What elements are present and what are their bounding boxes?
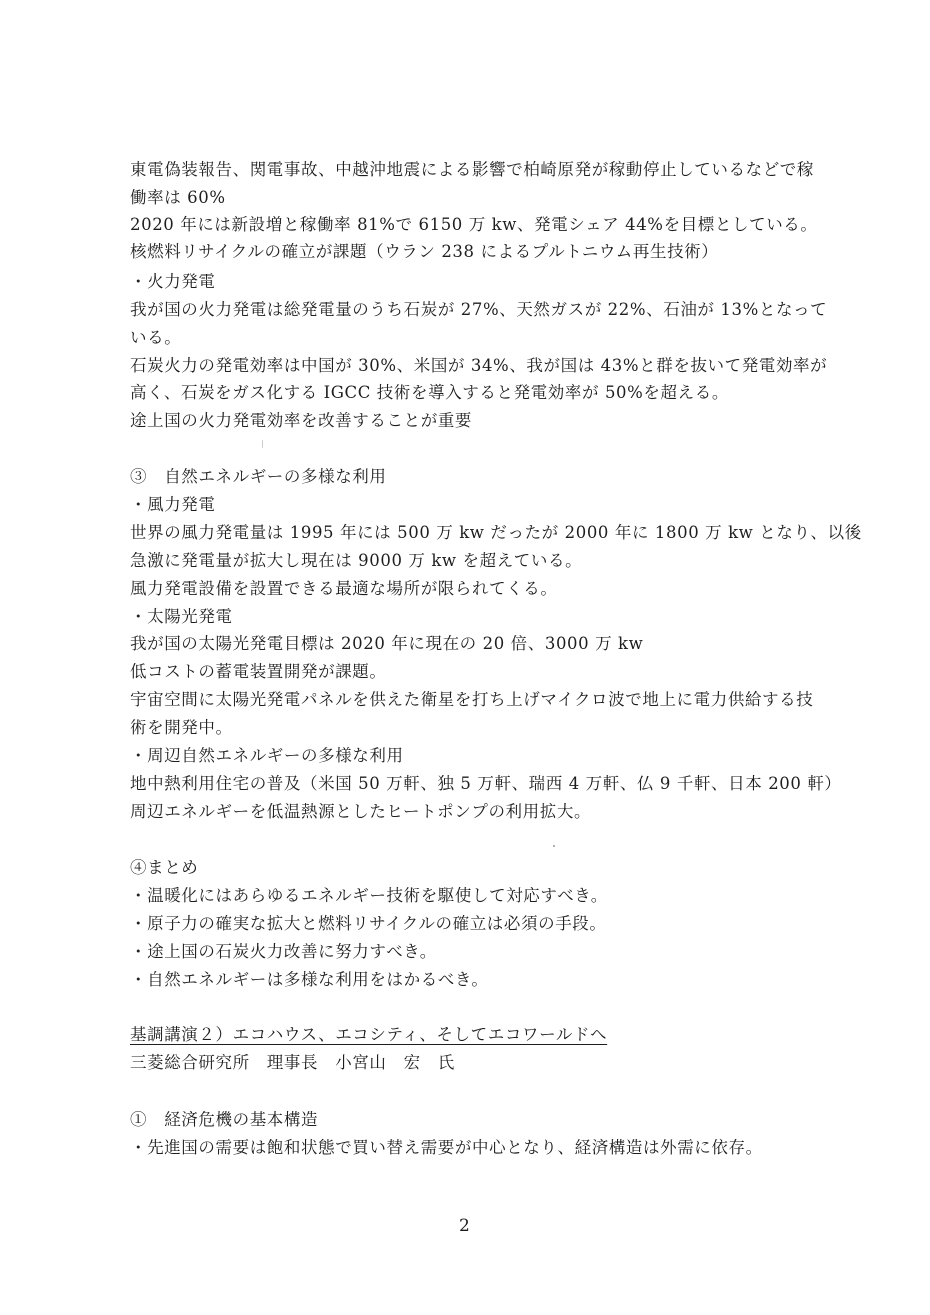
section-bullet: ・太陽光発電 — [130, 607, 233, 626]
summary-item: ・温暖化にはあらゆるエネルギー技術を駆使して対応すべき。 — [130, 886, 608, 905]
text-line: 石炭火力の発電効率は中国が 30%、米国が 34%、我が国は 43%と群を抜いて発電効率が — [130, 356, 828, 375]
text-line: 2020 年には新設増と稼働率 81%で 6150 万 kw、発電シェア 44%を目標としている。 — [130, 215, 818, 234]
section-heading: ③ 自然エネルギーの多様な利用 — [130, 467, 387, 486]
text-line: 風力発電設備を設置できる最適な場所が限られてくる。 — [130, 579, 558, 598]
text-line: 周辺エネルギーを低温熱源としたヒートポンプの利用拡大。 — [130, 802, 592, 821]
section-bullet: ・周辺自然エネルギーの多様な利用 — [130, 746, 404, 765]
text-line: 宇宙空間に太陽光発電パネルを供えた衛星を打ち上げマイクロ波で地上に電力供給する技 — [130, 690, 814, 709]
scan-speck — [262, 440, 263, 448]
text-line: 我が国の火力発電は総発電量のうち石炭が 27%、天然ガスが 22%、石油が 13%となって — [130, 300, 828, 319]
section-heading: ④まとめ — [130, 858, 199, 877]
speaker-line: 三菱総合研究所 理事長 小宮山 宏 氏 — [130, 1053, 455, 1072]
text-line: いる。 — [130, 328, 182, 347]
section-bullet: ・風力発電 — [130, 495, 216, 514]
summary-item: ・自然エネルギーは多様な利用をはかるべき。 — [130, 970, 489, 989]
text-line: 世界の風力発電量は 1995 年には 500 万 kw だったが 2000 年に 1800 万 kw となり、以後 — [130, 523, 862, 542]
scan-speck — [553, 845, 555, 847]
text-line: 高く、石炭をガス化する IGCC 技術を導入すると発電効率が 50%を超える。 — [130, 383, 729, 402]
text-line: 術を開発中。 — [130, 718, 233, 737]
summary-item: ・途上国の石炭火力改善に努力すべき。 — [130, 942, 437, 961]
text-line: ・先進国の需要は飽和状態で買い替え需要が中心となり、経済構造は外需に依存。 — [130, 1138, 763, 1157]
text-line: 核燃料リサイクルの確立が課題（ウラン 238 によるプルトニウム再生技術） — [130, 242, 719, 261]
text-line: 地中熱利用住宅の普及（米国 50 万軒、独 5 万軒、瑞西 4 万軒、仏 9 千軒、日本 200 軒） — [130, 774, 842, 793]
section-heading: ① 経済危機の基本構造 — [130, 1110, 319, 1129]
text-line: 我が国の太陽光発電目標は 2020 年に現在の 20 倍、3000 万 kw — [130, 634, 644, 653]
summary-item: ・原子力の確実な拡大と燃料リサイクルの確立は必須の手段。 — [130, 914, 607, 933]
text-line: 急激に発電量が拡大し現在は 9000 万 kw を超えている。 — [130, 551, 583, 570]
page-number: 2 — [459, 1216, 470, 1236]
section-bullet: ・火力発電 — [130, 272, 216, 291]
text-line: 働率は 60% — [130, 188, 226, 207]
text-line: 低コストの蓄電装置開発が課題。 — [130, 662, 387, 681]
text-line: 途上国の火力発電効率を改善することが重要 — [130, 411, 472, 430]
lecture-title: 基調講演２）エコハウス、エコシティ、そしてエコワールドへ — [130, 1025, 608, 1044]
text-line: 東電偽装報告、関電事故、中越沖地震による影響で柏崎原発が稼動停止しているなどで稼 — [130, 160, 814, 179]
